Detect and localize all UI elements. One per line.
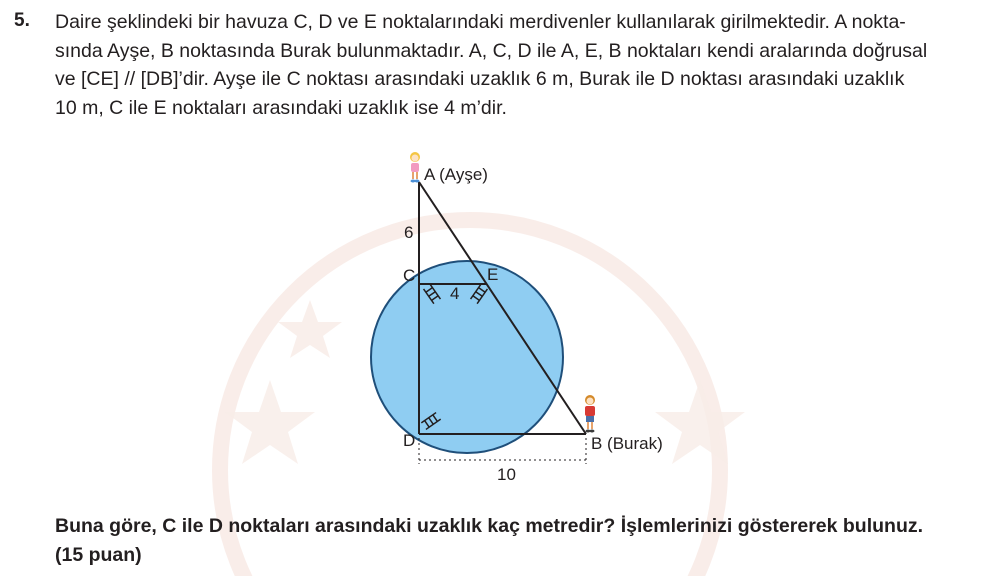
question-text-line: sında Ayşe, B noktasında Burak bulunmaktadır. A, C, D ile A, E, B noktaları kendi aralarında doğrusal (55, 39, 928, 62)
question-text-line: Daire şeklindeki bir havuza C, D ve E noktalarındaki merdivenler kullanılarak girilmektedir. A nokta- (55, 11, 906, 33)
person-boy-icon (585, 395, 595, 433)
question-points: (15 puan) (55, 544, 142, 566)
label-db-length: 10 (497, 465, 516, 484)
question-number: 5. (14, 10, 30, 31)
question-prompt-line: Buna göre, C ile D noktaları arasındaki uzaklık kaç metredir? İşlemlerinizi göstererek bulunuz. (55, 515, 924, 537)
person-girl-icon (410, 152, 420, 183)
label-ac-length: 6 (404, 223, 414, 242)
question-text-line: 10 m, C ile E noktaları arasındaki uzaklık ise 4 m’dir. (55, 96, 507, 119)
label-e: E (487, 265, 499, 284)
label-ce-length: 4 (450, 284, 460, 303)
label-d: D (403, 431, 416, 450)
question-prompt (55, 512, 995, 570)
label-c: C (403, 266, 416, 285)
label-a: A (Ayşe) (424, 165, 488, 184)
label-b: B (Burak) (591, 434, 663, 453)
question-text-line: ve [CE] // [DB]’dir. Ayşe ile C noktası arasındaki uzaklık 6 m, Burak ile D noktası arasındaki uzaklık (55, 68, 905, 90)
